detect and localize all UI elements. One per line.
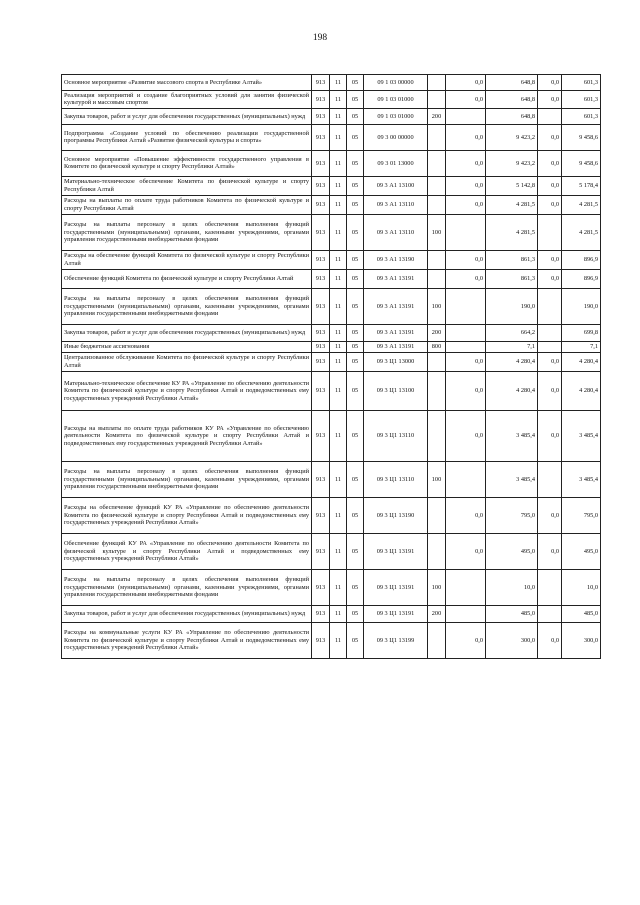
name-cell: Расходы на выплаты персоналу в целях обеспечения выполнения функций государственными (муниципальными) органами, казенными учреждениями, органами управления государственными внебюджетными фондами (62, 288, 312, 324)
value-1-cell: 0,0 (446, 371, 486, 410)
csr-cell: 09 3 А1 13100 (364, 176, 428, 195)
value-1-cell: 0,0 (446, 195, 486, 214)
table-row (62, 324, 601, 341)
csr-cell: 09 1 03 01000 (364, 108, 428, 124)
glav-cell: 913 (312, 195, 330, 214)
rz-cell: 11 (330, 622, 347, 658)
value-1-cell: 0,0 (446, 497, 486, 533)
value-4-cell: 10,0 (562, 569, 601, 605)
name-cell: Основное мероприятие «Повышение эффективности государственного управления в Комитете по физической культуре и спорту Республики Алтай» (62, 150, 312, 176)
value-1-cell: 0,0 (446, 124, 486, 150)
vr-cell: 100 (428, 288, 446, 324)
value-1-cell: 0,0 (446, 75, 486, 91)
pr-cell: 05 (347, 269, 364, 288)
value-2-cell: 4 281,5 (486, 214, 538, 250)
value-4-cell: 699,8 (562, 324, 601, 341)
rz-cell: 11 (330, 341, 347, 352)
csr-cell: 09 3 Ц1 13191 (364, 569, 428, 605)
value-1-cell: 0,0 (446, 150, 486, 176)
value-1-cell: 0,0 (446, 410, 486, 461)
csr-cell: 09 3 00 00000 (364, 124, 428, 150)
page-number: 198 (312, 33, 328, 43)
value-2-cell: 4 280,4 (486, 371, 538, 410)
csr-cell: 09 3 А1 13190 (364, 250, 428, 269)
value-3-cell: 0,0 (538, 124, 562, 150)
name-cell: Основное мероприятие «Развитие массового спорта в Республике Алтай» (62, 75, 312, 91)
table-row (62, 605, 601, 622)
value-4-cell: 795,0 (562, 497, 601, 533)
value-2-cell: 190,0 (486, 288, 538, 324)
value-4-cell: 4 281,5 (562, 195, 601, 214)
rz-cell: 11 (330, 269, 347, 288)
value-2-cell: 3 485,4 (486, 461, 538, 497)
value-4-cell: 3 485,4 (562, 410, 601, 461)
vr-cell (428, 250, 446, 269)
glav-cell: 913 (312, 108, 330, 124)
value-3-cell: 0,0 (538, 371, 562, 410)
name-cell: Обеспечение функций Комитета по физической культуре и спорту Республики Алтай (62, 269, 312, 288)
value-4-cell: 4 280,4 (562, 352, 601, 371)
pr-cell: 05 (347, 124, 364, 150)
name-cell: Расходы на обеспечение функций КУ РА «Управление по обеспечению деятельности Комитета по физической культуре и спорту Республики Алтай и подведомственных ему государственных учреждений Республики Алтай» (62, 497, 312, 533)
table-row (62, 150, 601, 176)
name-cell: Расходы на выплаты персоналу в целях обеспечения выполнения функций государственными (муниципальными) органами, казенными учреждениями, органами управления государственными внебюджетными фондами (62, 461, 312, 497)
value-3-cell (538, 605, 562, 622)
value-4-cell: 300,0 (562, 622, 601, 658)
rz-cell: 11 (330, 176, 347, 195)
value-4-cell: 190,0 (562, 288, 601, 324)
value-2-cell: 485,0 (486, 605, 538, 622)
table-row (62, 341, 601, 352)
name-cell: Расходы на коммунальные услуги КУ РА «Управление по обеспечению деятельности Комитета по физической культуре и спорту Республики Алтай и подведомственных ему государственных учреждений Республики Алтай» (62, 622, 312, 658)
vr-cell (428, 269, 446, 288)
value-3-cell: 0,0 (538, 533, 562, 569)
pr-cell: 05 (347, 75, 364, 91)
value-3-cell: 0,0 (538, 410, 562, 461)
rz-cell: 11 (330, 533, 347, 569)
rz-cell: 11 (330, 124, 347, 150)
value-2-cell: 7,1 (486, 341, 538, 352)
vr-cell: 200 (428, 605, 446, 622)
vr-cell: 800 (428, 341, 446, 352)
value-3-cell: 0,0 (538, 497, 562, 533)
csr-cell: 09 3 Ц1 13110 (364, 410, 428, 461)
glav-cell: 913 (312, 341, 330, 352)
vr-cell (428, 150, 446, 176)
value-4-cell: 9 458,6 (562, 150, 601, 176)
value-4-cell: 601,3 (562, 91, 601, 109)
csr-cell: 09 3 Ц1 13100 (364, 371, 428, 410)
table-row (62, 214, 601, 250)
rz-cell: 11 (330, 250, 347, 269)
table-row (62, 195, 601, 214)
value-1-cell (446, 288, 486, 324)
pr-cell: 05 (347, 150, 364, 176)
vr-cell (428, 371, 446, 410)
name-cell: Расходы на выплаты персоналу в целях обеспечения выполнения функций государственными (муниципальными) органами, казенными учреждениями, органами управления государственными внебюджетными фондами (62, 214, 312, 250)
value-3-cell: 0,0 (538, 91, 562, 109)
value-4-cell: 601,3 (562, 75, 601, 91)
value-1-cell: 0,0 (446, 533, 486, 569)
pr-cell: 05 (347, 324, 364, 341)
table-row (62, 622, 601, 658)
value-4-cell: 896,9 (562, 250, 601, 269)
value-1-cell (446, 341, 486, 352)
glav-cell: 913 (312, 605, 330, 622)
vr-cell (428, 91, 446, 109)
value-1-cell: 0,0 (446, 250, 486, 269)
table-row (62, 371, 601, 410)
name-cell: Закупка товаров, работ и услуг для обеспечения государственных (муниципальных) нужд (62, 605, 312, 622)
vr-cell: 200 (428, 108, 446, 124)
csr-cell: 09 3 А1 13191 (364, 324, 428, 341)
table-row (62, 176, 601, 195)
value-4-cell: 4 280,4 (562, 371, 601, 410)
value-3-cell (538, 341, 562, 352)
value-3-cell: 0,0 (538, 75, 562, 91)
value-4-cell: 3 485,4 (562, 461, 601, 497)
table-row (62, 352, 601, 371)
value-2-cell: 5 142,8 (486, 176, 538, 195)
vr-cell (428, 533, 446, 569)
value-3-cell (538, 461, 562, 497)
vr-cell (428, 410, 446, 461)
rz-cell: 11 (330, 371, 347, 410)
glav-cell: 913 (312, 75, 330, 91)
pr-cell: 05 (347, 622, 364, 658)
name-cell: Централизованное обслуживание Комитета по физической культуре и спорту Республики Алтай (62, 352, 312, 371)
table-row (62, 410, 601, 461)
value-3-cell: 0,0 (538, 622, 562, 658)
value-1-cell (446, 569, 486, 605)
name-cell: Расходы на выплаты по оплате труда работников КУ РА «Управление по обеспечению деятельности Комитета по физической культуре и спорту Республики Алтай и подведомственных ему государственных учреждений Республики Алтай» (62, 410, 312, 461)
vr-cell: 100 (428, 214, 446, 250)
csr-cell: 09 1 03 00000 (364, 75, 428, 91)
rz-cell: 11 (330, 150, 347, 176)
value-4-cell: 601,3 (562, 108, 601, 124)
value-2-cell: 9 423,2 (486, 124, 538, 150)
value-3-cell (538, 288, 562, 324)
glav-cell: 913 (312, 410, 330, 461)
glav-cell: 913 (312, 352, 330, 371)
csr-cell: 09 3 Ц1 13110 (364, 461, 428, 497)
value-3-cell: 0,0 (538, 250, 562, 269)
rz-cell: 11 (330, 497, 347, 533)
glav-cell: 913 (312, 214, 330, 250)
pr-cell: 05 (347, 214, 364, 250)
glav-cell: 913 (312, 533, 330, 569)
value-1-cell (446, 108, 486, 124)
value-2-cell: 664,2 (486, 324, 538, 341)
value-1-cell: 0,0 (446, 91, 486, 109)
vr-cell: 100 (428, 569, 446, 605)
name-cell: Закупка товаров, работ и услуг для обеспечения государственных (муниципальных) нужд (62, 108, 312, 124)
value-2-cell: 300,0 (486, 622, 538, 658)
value-4-cell: 7,1 (562, 341, 601, 352)
csr-cell: 09 3 01 13000 (364, 150, 428, 176)
table-row (62, 250, 601, 269)
glav-cell: 913 (312, 497, 330, 533)
value-2-cell: 4 280,4 (486, 352, 538, 371)
csr-cell: 09 3 А1 13191 (364, 269, 428, 288)
csr-cell: 09 3 Ц1 13199 (364, 622, 428, 658)
value-1-cell: 0,0 (446, 269, 486, 288)
glav-cell: 913 (312, 269, 330, 288)
value-2-cell: 861,3 (486, 250, 538, 269)
value-3-cell: 0,0 (538, 150, 562, 176)
glav-cell: 913 (312, 124, 330, 150)
csr-cell: 09 3 Ц1 13190 (364, 497, 428, 533)
rz-cell: 11 (330, 324, 347, 341)
table-row (62, 108, 601, 124)
value-1-cell: 0,0 (446, 176, 486, 195)
csr-cell: 09 3 Ц1 13191 (364, 605, 428, 622)
rz-cell: 11 (330, 91, 347, 109)
vr-cell (428, 195, 446, 214)
value-1-cell (446, 324, 486, 341)
glav-cell: 913 (312, 250, 330, 269)
pr-cell: 05 (347, 250, 364, 269)
table-row (62, 91, 601, 109)
pr-cell: 05 (347, 371, 364, 410)
value-3-cell (538, 214, 562, 250)
value-1-cell: 0,0 (446, 622, 486, 658)
table-row (62, 75, 601, 91)
table-row (62, 497, 601, 533)
rz-cell: 11 (330, 195, 347, 214)
name-cell: Иные бюджетные ассигнования (62, 341, 312, 352)
pr-cell: 05 (347, 461, 364, 497)
pr-cell: 05 (347, 605, 364, 622)
name-cell: Расходы на выплаты по оплате труда работников Комитета по физической культуре и спорту Республики Алтай (62, 195, 312, 214)
glav-cell: 913 (312, 91, 330, 109)
csr-cell: 09 3 А1 13191 (364, 341, 428, 352)
name-cell: Подпрограмма «Создание условий по обеспечению реализации государственной программы Республики Алтай «Развитие физической культуры и спорта» (62, 124, 312, 150)
value-1-cell (446, 461, 486, 497)
value-2-cell: 795,0 (486, 497, 538, 533)
glav-cell: 913 (312, 569, 330, 605)
pr-cell: 05 (347, 533, 364, 569)
pr-cell: 05 (347, 176, 364, 195)
csr-cell: 09 3 А1 13191 (364, 288, 428, 324)
csr-cell: 09 1 03 01000 (364, 91, 428, 109)
vr-cell (428, 622, 446, 658)
value-3-cell (538, 324, 562, 341)
glav-cell: 913 (312, 461, 330, 497)
glav-cell: 913 (312, 150, 330, 176)
rz-cell: 11 (330, 352, 347, 371)
glav-cell: 913 (312, 622, 330, 658)
value-2-cell: 648,8 (486, 75, 538, 91)
rz-cell: 11 (330, 214, 347, 250)
name-cell: Материально-техническое обеспечение КУ РА «Управление по обеспечению деятельности Комитета по физической культуре и спорту Республики Алтай и подведомственных ему государственных учреждений Республики Алтай» (62, 371, 312, 410)
pr-cell: 05 (347, 352, 364, 371)
value-2-cell: 4 281,5 (486, 195, 538, 214)
pr-cell: 05 (347, 410, 364, 461)
rz-cell: 11 (330, 605, 347, 622)
value-4-cell: 896,9 (562, 269, 601, 288)
table-row (62, 533, 601, 569)
table-row (62, 269, 601, 288)
vr-cell (428, 176, 446, 195)
value-1-cell (446, 605, 486, 622)
vr-cell (428, 352, 446, 371)
table-body (62, 75, 601, 659)
name-cell: Обеспечение функций КУ РА «Управление по обеспечению деятельности Комитета по физической культуре и спорту Республики Алтай и подведомственных ему государственных учреждений Республики Алтай» (62, 533, 312, 569)
value-3-cell (538, 108, 562, 124)
vr-cell (428, 75, 446, 91)
value-2-cell: 3 485,4 (486, 410, 538, 461)
csr-cell: 09 3 Ц1 13191 (364, 533, 428, 569)
rz-cell: 11 (330, 410, 347, 461)
csr-cell: 09 3 Ц1 13000 (364, 352, 428, 371)
pr-cell: 05 (347, 91, 364, 109)
rz-cell: 11 (330, 569, 347, 605)
name-cell: Расходы на обеспечение функций Комитета по физической культуре и спорту Республики Алтай (62, 250, 312, 269)
table-row (62, 288, 601, 324)
name-cell: Реализация мероприятий и создание благоприятных условий для занятия физической культурой и массовым спортом (62, 91, 312, 109)
value-1-cell: 0,0 (446, 352, 486, 371)
value-2-cell: 648,8 (486, 108, 538, 124)
table-row (62, 461, 601, 497)
value-4-cell: 4 281,5 (562, 214, 601, 250)
vr-cell (428, 124, 446, 150)
table-row (62, 124, 601, 150)
value-4-cell: 9 458,6 (562, 124, 601, 150)
pr-cell: 05 (347, 341, 364, 352)
rz-cell: 11 (330, 75, 347, 91)
rz-cell: 11 (330, 108, 347, 124)
name-cell: Расходы на выплаты персоналу в целях обеспечения выполнения функций государственными (муниципальными) органами, казенными учреждениями, органами управления государственными внебюджетными фондами (62, 569, 312, 605)
value-2-cell: 495,0 (486, 533, 538, 569)
value-4-cell: 5 178,4 (562, 176, 601, 195)
vr-cell: 100 (428, 461, 446, 497)
glav-cell: 913 (312, 371, 330, 410)
pr-cell: 05 (347, 497, 364, 533)
value-2-cell: 648,8 (486, 91, 538, 109)
vr-cell: 200 (428, 324, 446, 341)
rz-cell: 11 (330, 461, 347, 497)
rz-cell: 11 (330, 288, 347, 324)
name-cell: Закупка товаров, работ и услуг для обеспечения государственных (муниципальных) нужд (62, 324, 312, 341)
pr-cell: 05 (347, 195, 364, 214)
value-3-cell: 0,0 (538, 195, 562, 214)
value-4-cell: 495,0 (562, 533, 601, 569)
name-cell: Материально-техническое обеспечение Комитета по физической культуре и спорту Республики Алтай (62, 176, 312, 195)
pr-cell: 05 (347, 288, 364, 324)
value-3-cell: 0,0 (538, 176, 562, 195)
value-3-cell: 0,0 (538, 352, 562, 371)
value-3-cell: 0,0 (538, 269, 562, 288)
glav-cell: 913 (312, 176, 330, 195)
table-row (62, 569, 601, 605)
value-3-cell (538, 569, 562, 605)
value-2-cell: 10,0 (486, 569, 538, 605)
glav-cell: 913 (312, 324, 330, 341)
budget-table (61, 74, 601, 659)
csr-cell: 09 3 А1 13110 (364, 195, 428, 214)
value-1-cell (446, 214, 486, 250)
value-4-cell: 485,0 (562, 605, 601, 622)
vr-cell (428, 497, 446, 533)
value-2-cell: 9 423,2 (486, 150, 538, 176)
csr-cell: 09 3 А1 13110 (364, 214, 428, 250)
pr-cell: 05 (347, 569, 364, 605)
value-2-cell: 861,3 (486, 269, 538, 288)
glav-cell: 913 (312, 288, 330, 324)
pr-cell: 05 (347, 108, 364, 124)
